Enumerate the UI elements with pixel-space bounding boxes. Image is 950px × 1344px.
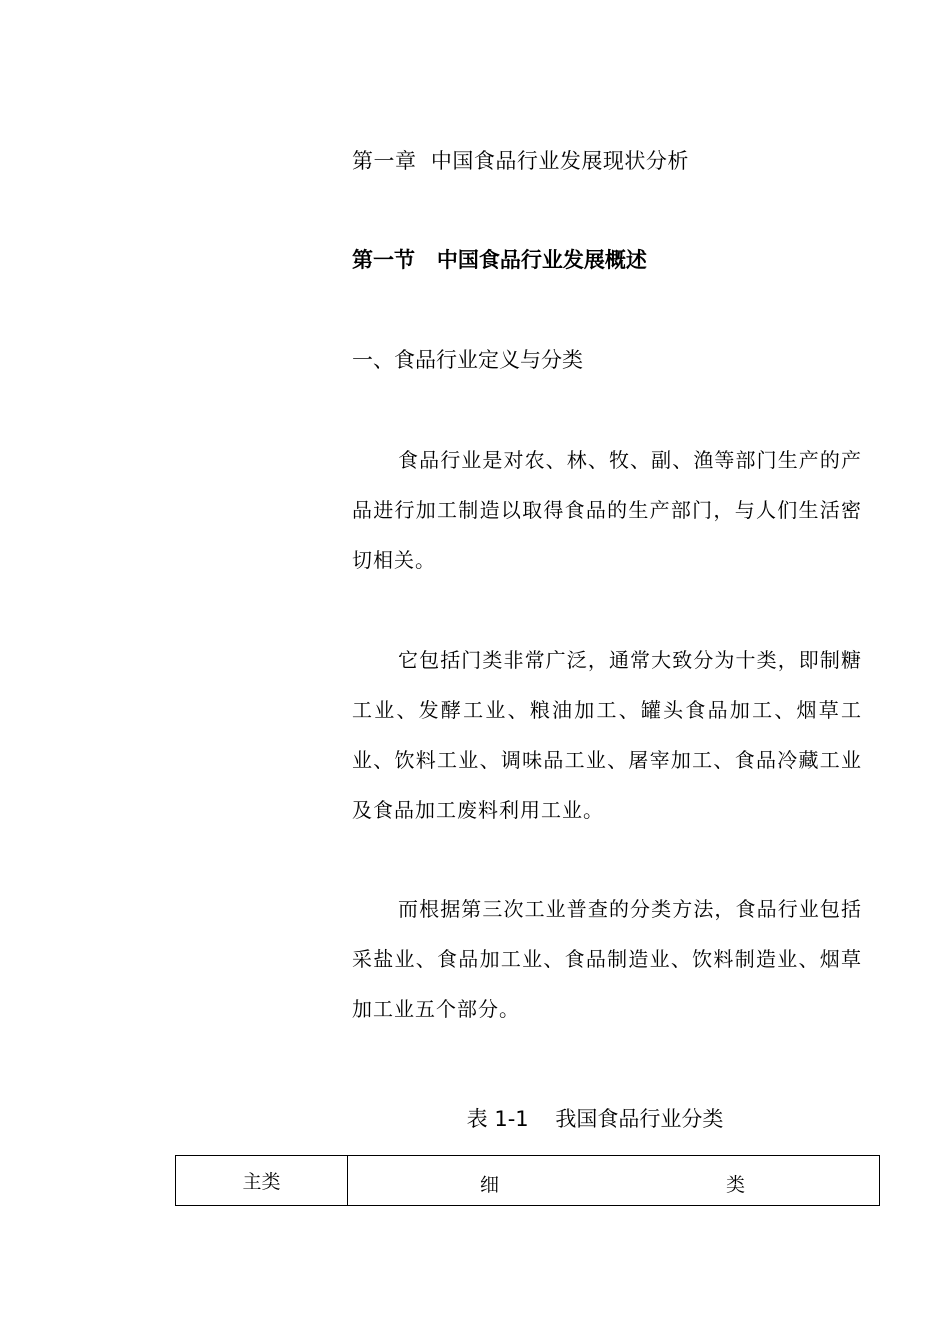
paragraph-definition: 食品行业是对农、林、牧、副、渔等部门生产的产品进行加工制造以取得食品的生产部门，与人们生活密切相关。 (352, 448, 862, 572)
table-caption: 表 1-1 我国食品行业分类 (466, 1107, 724, 1131)
classification-table (175, 1155, 880, 1206)
paragraph-ten-categories: 它包括门类非常广泛，通常大致分为十类，即制糖工业、发酵工业、粮油加工、罐头食品加工、烟草工业、饮料工业、调味品工业、屠宰加工、食品冷藏工业及食品加工废料利用工业。 (352, 648, 862, 822)
chapter-title: 第一章 中国食品行业发展现状分析 (352, 149, 689, 173)
paragraph-census-classification: 而根据第三次工业普查的分类方法，食品行业包括采盐业、食品加工业、食品制造业、饮料制造业、烟草加工业五个部分。 (352, 897, 862, 1021)
table-header-row (176, 1156, 880, 1206)
header-subcategory (348, 1156, 880, 1206)
header-subcategory-char-1: 细 (480, 1174, 500, 1196)
header-subcategory-char-2: 类 (726, 1174, 746, 1196)
subsection-title: 一、食品行业定义与分类 (352, 348, 583, 372)
section-title: 第一节 中国食品行业发展概述 (352, 248, 647, 272)
header-main-category: 主类 (176, 1156, 348, 1206)
